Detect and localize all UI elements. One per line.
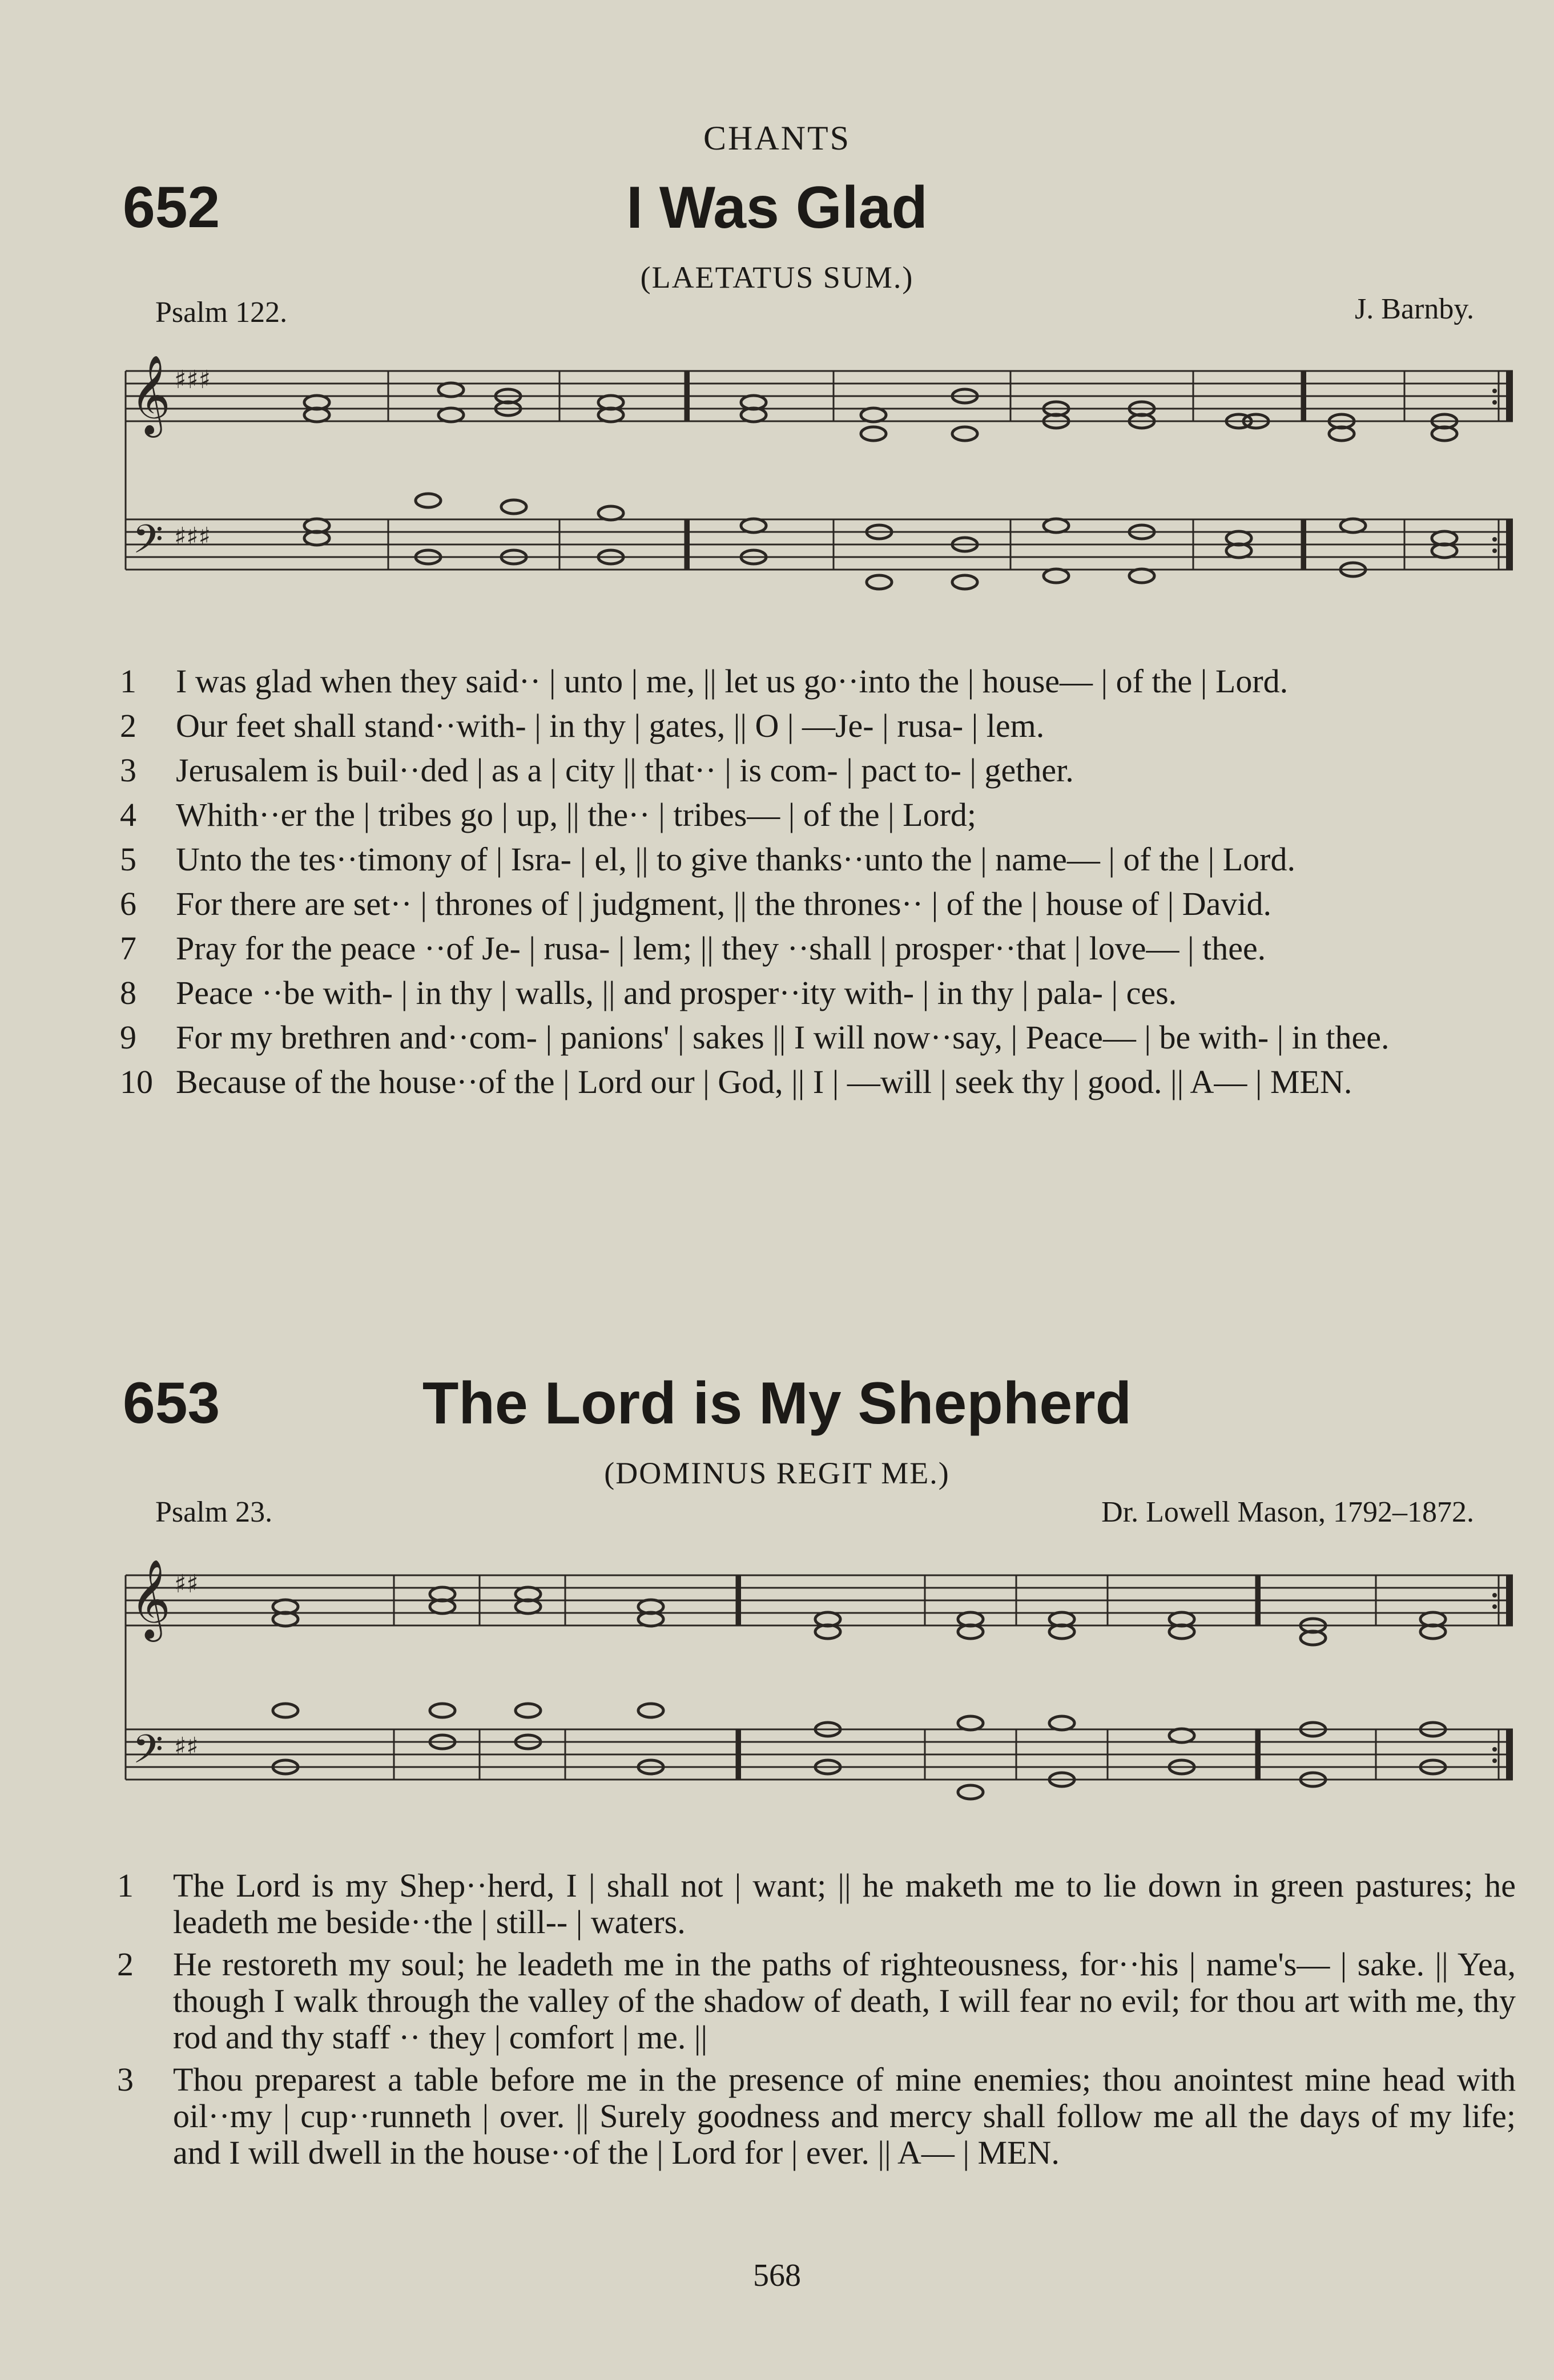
verse-list bbox=[120, 663, 1507, 1108]
verse-number: 3 bbox=[120, 752, 136, 789]
verse-text: The Lord is my Shep··herd, I | shall not | want; || he maketh me to lie down in green pastures; he leadeth me beside··the | still-- | waters. bbox=[173, 1867, 1516, 1941]
verse bbox=[117, 2062, 1516, 2171]
verse-list bbox=[117, 1867, 1516, 2177]
psalm-reference: Psalm 23. bbox=[155, 1496, 273, 1528]
verse bbox=[120, 1019, 1507, 1056]
section-heading: CHANTS bbox=[703, 119, 851, 157]
music-score bbox=[120, 1547, 1519, 1821]
svg-text:♯♯♯: ♯♯♯ bbox=[174, 522, 211, 551]
verse bbox=[120, 841, 1507, 878]
verse-number: 2 bbox=[120, 707, 136, 744]
hymn-subtitle: (LAETATUS SUM.) bbox=[640, 260, 914, 295]
verse-text: Whith··er the | tribes go | up, || the·· | tribes— | of the | Lord; bbox=[176, 796, 977, 833]
verse-text: Pray for the peace ··of Je- | rusa- | lem; || they ··shall | prosper··that | love— | thee. bbox=[176, 930, 1266, 967]
verse-number: 9 bbox=[120, 1019, 136, 1056]
verse-text: He restoreth my soul; he leadeth me in the paths of righteousness, for··his | name's— | sake. || Yea, though I walk through the valley of the shadow of death, I will fear no evil; for thou art with me, thy rod and thy staff ·· they | comfort | me. || bbox=[173, 1946, 1516, 2056]
verse bbox=[120, 663, 1507, 700]
verse-number: 6 bbox=[120, 885, 136, 922]
verse bbox=[117, 1867, 1516, 1941]
verse-text: For my brethren and··com- | panions' | sakes || I will now··say, | Peace— | be with- | in thee. bbox=[176, 1019, 1390, 1056]
svg-text:♯♯: ♯♯ bbox=[174, 1570, 199, 1599]
music-score bbox=[120, 348, 1519, 645]
verse-text: Jerusalem is buil··ded | as a | city || that·· | is com- | pact to- | gether. bbox=[176, 752, 1074, 789]
verse-number: 10 bbox=[120, 1063, 153, 1100]
verse bbox=[120, 930, 1507, 967]
verse-text: Thou preparest a table before me in the presence of mine enemies; thou anointest mine head with oil··my | cup··runneth | over. || Surely goodness and mercy shall follow me all the days of my life; and I will dwell in the house··of the | Lord for | ever. || A— | MEN. bbox=[173, 2061, 1516, 2171]
verse-text: Peace ··be with- | in thy | walls, || and prosper··ity with- | in thy | pala- | ces. bbox=[176, 974, 1177, 1011]
verse-text: Our feet shall stand··with- | in thy | gates, || O | —Je- | rusa- | lem. bbox=[176, 707, 1045, 744]
svg-text:𝄢: 𝄢 bbox=[132, 516, 164, 572]
verse-number: 2 bbox=[117, 1946, 134, 1983]
svg-text:♯♯♯: ♯♯♯ bbox=[174, 365, 211, 394]
svg-text:𝄞: 𝄞 bbox=[130, 1559, 171, 1639]
verse bbox=[120, 1064, 1507, 1100]
hymn-title: I Was Glad bbox=[626, 175, 928, 241]
verse-number: 7 bbox=[120, 930, 136, 967]
page-number: 568 bbox=[753, 2258, 801, 2293]
verse-text: Unto the tes··timony of | Isra- | el, || to give thanks··unto the | name— | of the | Lord. bbox=[176, 841, 1295, 878]
svg-text:𝄢: 𝄢 bbox=[132, 1726, 164, 1782]
verse bbox=[120, 797, 1507, 833]
verse-number: 5 bbox=[120, 841, 136, 878]
hymn-title: The Lord is My Shepherd bbox=[422, 1370, 1132, 1437]
svg-text:♯♯: ♯♯ bbox=[174, 1732, 199, 1761]
verse-text: Because of the house··of the | Lord our | God, || I | —will | seek thy | good. || A— | MEN. bbox=[176, 1063, 1352, 1100]
verse-number: 3 bbox=[117, 2061, 134, 2098]
composer: J. Barnby. bbox=[1355, 293, 1474, 325]
verse-number: 8 bbox=[120, 974, 136, 1011]
verse-number: 1 bbox=[120, 663, 136, 700]
composer: Dr. Lowell Mason, 1792–1872. bbox=[1101, 1496, 1474, 1528]
verse bbox=[120, 708, 1507, 744]
svg-text:𝄞: 𝄞 bbox=[130, 355, 171, 434]
verse-number: 1 bbox=[117, 1867, 134, 1904]
verse bbox=[120, 975, 1507, 1011]
hymn-number: 653 bbox=[123, 1370, 220, 1435]
verse bbox=[120, 752, 1507, 789]
verse-text: I was glad when they said·· | unto | me, || let us go··into the | house— | of the | Lord. bbox=[176, 663, 1289, 700]
hymn-subtitle: (DOMINUS REGIT ME.) bbox=[604, 1456, 950, 1490]
verse-text: For there are set·· | thrones of | judgment, || the thrones·· | of the | house of | David. bbox=[176, 885, 1272, 922]
verse bbox=[120, 886, 1507, 922]
hymn-number: 652 bbox=[123, 175, 220, 240]
verse-number: 4 bbox=[120, 796, 136, 833]
verse bbox=[117, 1946, 1516, 2056]
psalm-reference: Psalm 122. bbox=[155, 296, 288, 329]
